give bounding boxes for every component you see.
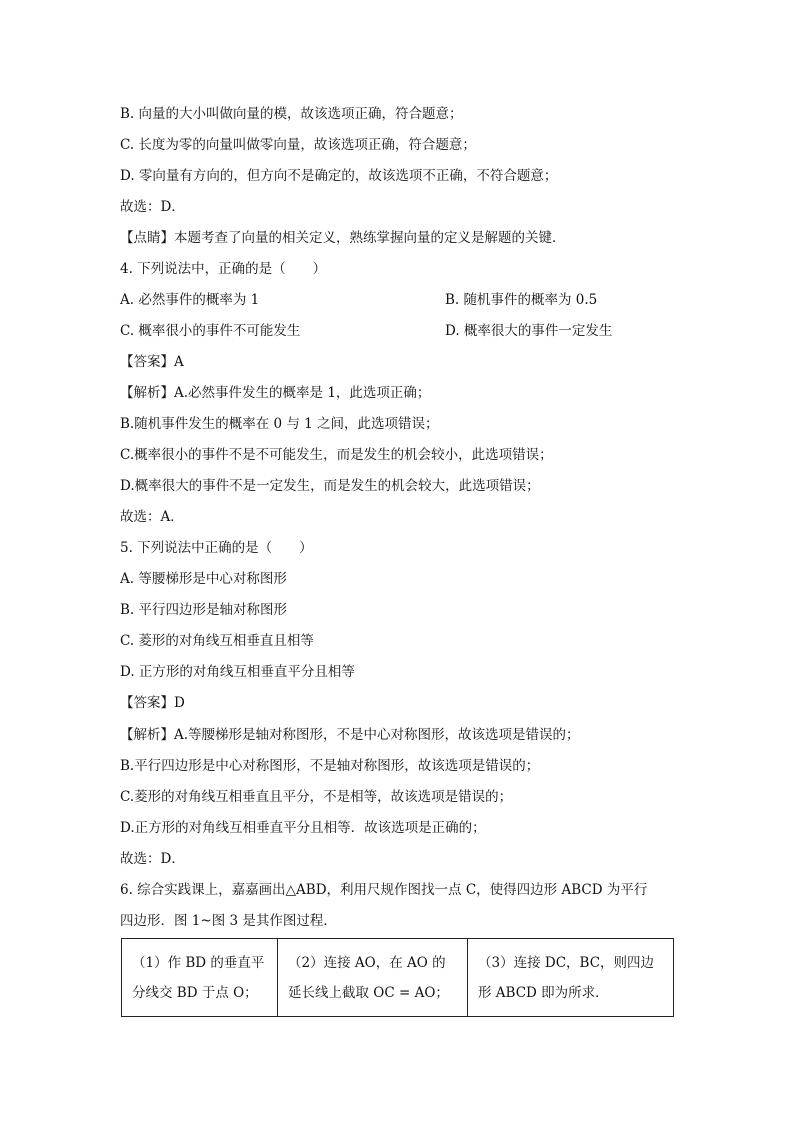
q4-conclusion: 故选：A． [120, 509, 184, 525]
q4-analysis-line: C.概率很小的事件不是不可能发生，而是发生的机会较小，此选项错误； [120, 447, 553, 463]
q5-conclusion: 故选：D． [120, 851, 185, 867]
q4-analysis-line: B.随机事件发生的概率在 0 与 1 之间，此选项错误； [120, 416, 439, 432]
q5-analysis-line: 【解析】A.等腰梯形是轴对称图形，不是中心对称图形，故该选项是错误的； [120, 727, 580, 743]
q4-option-c: C. 概率很小的事件不可能发生 [120, 323, 301, 339]
q4-option-a: A. 必然事件的概率为 1 [120, 292, 260, 308]
q4-option-d: D. 概率很大的事件一定发生 [445, 323, 613, 339]
table-row [122, 939, 674, 1017]
question-5-stem: 5. 下列说法中正确的是（ ） [120, 540, 313, 556]
step-3-cell [468, 939, 674, 1017]
q5-analysis-line: D.正方形的对角线互相垂直平分且相等．故该选项是正确的； [120, 820, 486, 836]
step-1-line: （1）作 BD 的垂直平 [132, 955, 265, 971]
step-1-line: 分线交 BD 于点 O； [132, 985, 258, 1001]
q5-option-c: C. 菱形的对角线互相垂直且相等 [120, 633, 314, 649]
q5-option-b: B. 平行四边形是轴对称图形 [120, 602, 288, 618]
question-6-stem-line: 四边形．图 1~图 3 是其作图过程． [120, 913, 337, 929]
question-6-stem-line: 6. 综合实践课上，嘉嘉画出△ABD，利用尺规作图找一点 C，使得四边形 ABCD 为平行 [120, 882, 648, 898]
q5-analysis-line: B.平行四边形是中心对称图形，不是轴对称图形，故该选项是错误的； [120, 758, 540, 774]
step-3-line: 形 ABCD 即为所求． [478, 985, 609, 1001]
text-line: D. 零向量有方向的，但方向不是确定的，故该选项不正确，不符合题意； [120, 168, 558, 184]
comment-line: 【点睛】本题考查了向量的相关定义，熟练掌握向量的定义是解题的关键． [120, 230, 566, 246]
q5-option-d: D. 正方形的对角线互相垂直平分且相等 [120, 664, 355, 680]
q4-answer: 【答案】A [120, 354, 184, 370]
question-4-stem: 4. 下列说法中，正确的是（ ） [120, 261, 327, 277]
step-1-cell [122, 939, 278, 1017]
q4-option-b: B. 随机事件的概率为 0.5 [445, 292, 598, 308]
q4-analysis-line: D.概率很大的事件不是一定发生，而是发生的机会较大，此选项错误； [120, 478, 540, 494]
q5-analysis-line: C.菱形的对角线互相垂直且平分，不是相等，故该选项是错误的； [120, 789, 513, 805]
step-2-cell [278, 939, 468, 1017]
step-2-line: （2）连接 AO，在 AO 的 [288, 955, 446, 971]
q5-answer: 【答案】D [120, 695, 185, 711]
step-3-line: （3）连接 DC，BC，则四边 [478, 955, 655, 971]
construction-steps-table [121, 938, 674, 1017]
q4-analysis-line: 【解析】A.必然事件发生的概率是 1，此选项正确； [120, 385, 431, 401]
text-line: C. 长度为零的向量叫做零向量，故该选项正确，符合题意； [120, 137, 476, 153]
text-line: 故选：D． [120, 199, 185, 215]
step-2-line: 延长线上截取 OC = AO； [288, 985, 449, 1001]
q5-option-a: A. 等腰梯形是中心对称图形 [120, 571, 287, 587]
text-line: B. 向量的大小叫做向量的模，故该选项正确，符合题意； [120, 106, 463, 122]
